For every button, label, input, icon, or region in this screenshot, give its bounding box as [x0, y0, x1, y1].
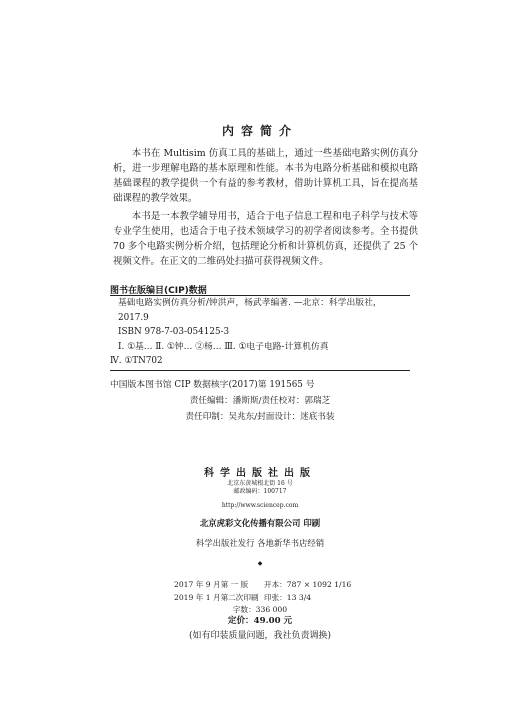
- publisher-website: http://www.sciencep.com: [221, 502, 299, 509]
- distributor: 科学出版社发行 各地新华书店经销: [195, 538, 325, 548]
- printing: 2019 年 1 月第二次印刷: [174, 592, 259, 602]
- publisher-address: 北京东黄城根北街 16 号: [227, 480, 293, 487]
- publisher-name: 科学出版社出版: [204, 468, 316, 479]
- cip-heading: 图书在版编目(CIP)数据: [110, 286, 207, 296]
- cip-year-line: 2017.9: [118, 312, 149, 323]
- cip-class-number: Ⅳ. ①TN702: [110, 356, 163, 366]
- cip-data-block: [110, 296, 410, 369]
- quality-notice: (如有印装质量问题，我社负责调换): [188, 631, 332, 641]
- cip-classification: Ⅰ. ①基… Ⅱ. ①钟… ②杨… Ⅲ. ①电子电路-计算机仿真: [118, 341, 329, 352]
- sheets: 印张：13 3/4: [264, 592, 312, 602]
- printer: 北京虎彩文化传播有限公司 印刷: [199, 518, 321, 528]
- cip-record-number: 中国版本图书馆 CIP 数据核字(2017)第 191565 号: [110, 380, 315, 390]
- book-specs: [174, 579, 414, 604]
- cip-bottom-rule: [110, 370, 410, 371]
- publisher-postcode: 邮政编码：100717: [233, 488, 287, 495]
- price: 定价：49.00 元: [227, 616, 293, 626]
- section-title: 内容简介: [221, 124, 298, 138]
- word-count: 字数：336 000: [232, 605, 288, 614]
- format: 开本：787 × 1092 1/16: [264, 580, 352, 589]
- cip-title-line: 基础电路实例仿真分析/钟洪声，杨武孝编著. —北京：科学出版社，: [118, 298, 382, 308]
- summary-paragraph-2: 本书是一本教学辅导用书，适合于电子信息工程和电子科学与技术等专业学生使用，也适合于电子技术领域学习的初学者阅读参考。全书提供70 多个电路实例分析介绍，包括理论分析和计算机仿真，还提供了 25 个视频文件。在正文的二维码处扫描可获得视频文件。: [113, 211, 418, 267]
- diamond-ornament: ◆: [257, 560, 263, 567]
- staff-credits-line-2: 责任印制：吴兆东/封面设计：迷底书装: [185, 412, 335, 422]
- staff-credits-line-1: 责任编辑：潘斯斯/责任校对：郭瑞芝: [189, 396, 331, 406]
- cip-isbn: ISBN 978-7-03-054125-3: [118, 327, 230, 337]
- edition: 2017 年 9 月第 一 版: [174, 580, 249, 589]
- content-summary: [113, 146, 418, 269]
- summary-paragraph-1: 本书在 Multisim 仿真工具的基础上，通过一些基础电路实例仿真分析，进一步理解电路的基本原理和性能。本书为电路分析基础和模拟电路基础课程的教学提供一个有益的参考教材，借助计算机工具，旨在提高基础课程的教学效果。: [113, 148, 418, 204]
